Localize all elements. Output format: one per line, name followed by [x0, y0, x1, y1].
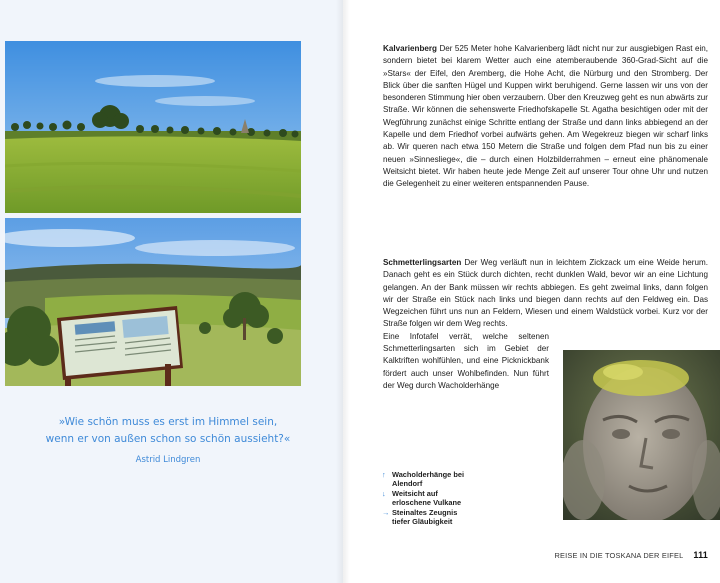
legend-text: Weitsicht auf erloschene Vulkane	[392, 489, 462, 507]
quote-author: Astrid Lindgren	[135, 455, 201, 465]
section-body: Der 525 Meter hohe Kalvarienberg lädt nicht nur zur ausgiebigen Rast ein, sondern bietet bei klarem Wetter auch eine atemberaubende 360-Grad-Sicht auf die »Stars« der Eifel, den Aremberg, die Hohe Acht, die Nürburg und den Stromberg. Der Blick über die sanften Hügel und Kuppen wirkt beruhigend. Gerne lassen wir uns von der besonderen Stimmung hier oben verzaubern. Über den Kreuzweg geht es nun abwärts zur Straße. Wir können die sehenswerte Friedhofskapelle St. Agatha besichtigen oder mit der Wegführung zunächst einige Schritte entlang der Straße und dann links abbiegend an der Kapelle und dem Friedhof vorbei aufwärts gehen. Am Wegekreuz biegen wir scharf links ab. Wir queren nach etwa 150 Metern die Straße und folgen dem Pfad nun bis zu einer neuen »Sinnesliege«, die – durch einen Holzbilderrahmen – erneut eine phänomenale Weitsicht bietet. Wir haben heute jede Menge Zeit auf unserer Tour ohne Uhr und nutzen die Gelegenheit zu einer weiteren entspannenden Pause.	[383, 44, 708, 189]
section-kalvarienberg	[383, 43, 708, 191]
section-body: Der Weg verläuft nun in leichtem Zickzack um eine Weide herum. Danach geht es ein Stück durch dichten, recht dunklen Wald, bevor wir an eine Lichtung gelangen. An der Bank müssen wir rechts abbiegen. Es geht zweimal links, dann folgen wir der Straße ein Stück nach links und biegen dann rechts auf den Feldweg ein. Das Wegzeichen führt uns nun an Feldern, Wiesen und einem Waldstück vorbei. Kurz vor der Straße folgen wir dem Weg rechts.	[383, 258, 708, 329]
legend-item	[382, 508, 470, 526]
arrow-down-icon: ↓	[382, 489, 386, 498]
section-body-narrow: Eine Infotafel verrät, welche seltenen Schmetterlingsarten sich im Gebiet der Kalktriften wohlfühlen, und eine Picknickbank fördert auch unser Wohlbefinden. Nun führt der Weg durch Wacholderhänge	[383, 331, 549, 390]
arrow-right-icon: →	[382, 508, 390, 517]
legend-item	[382, 489, 470, 507]
page-footer	[554, 550, 708, 560]
quote-line-1: »Wie schön muss es erst im Himmel sein,	[58, 416, 278, 428]
legend-text: Wacholderhänge bei Alendorf	[392, 470, 465, 488]
arrow-up-icon: ↑	[382, 470, 386, 479]
legend-item	[382, 470, 470, 488]
meadow-photo	[5, 41, 301, 213]
photo-legend	[382, 470, 470, 527]
section-heading: Kalvarienberg	[383, 44, 437, 53]
page-number: 111	[693, 550, 708, 560]
section-heading: Schmetterlingsarten	[383, 258, 462, 267]
quote-line-2: wenn er von außen schon so schön aussieht?«	[45, 433, 291, 445]
section-schmetterlingsarten	[383, 257, 708, 392]
running-title: REISE IN DIE TOSKANA DER EIFEL	[554, 551, 684, 560]
page-gutter	[336, 0, 350, 583]
valley-infoboard-photo	[5, 218, 301, 386]
legend-text: Steinaltes Zeugnis tiefer Gläubigkeit	[392, 508, 458, 526]
pull-quote	[18, 414, 318, 469]
